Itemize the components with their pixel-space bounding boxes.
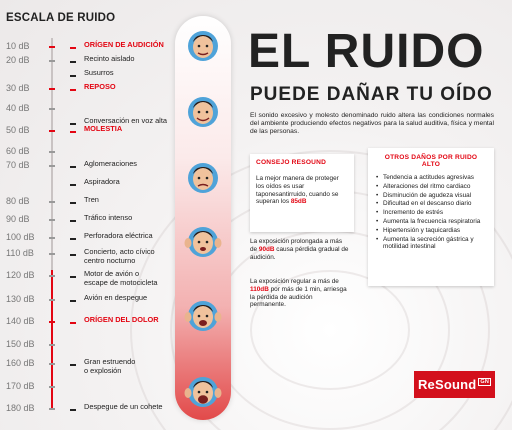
scale-row bbox=[0, 214, 170, 228]
noise-source-label: Avión en despegue bbox=[84, 293, 148, 302]
decibel-value: 50 dB bbox=[6, 125, 30, 135]
exposure2-text-a: La exposición regular a más de bbox=[250, 278, 339, 285]
exposure-paragraph-2 bbox=[250, 278, 350, 309]
label-dash bbox=[70, 61, 76, 63]
damages-card-title: OTROS DAÑOS POR RUIDO ALTO bbox=[384, 154, 478, 168]
advice-text: La mejor manera de proteger los oídos es usar taponesantirruido, cuando se superan los bbox=[256, 175, 339, 206]
scale-row bbox=[0, 294, 170, 308]
label-dash bbox=[70, 202, 76, 204]
noise-source-label: REPOSO bbox=[84, 82, 116, 91]
noise-source-label: Aglomeraciones bbox=[84, 159, 137, 168]
label-dash bbox=[70, 166, 76, 168]
advice-card bbox=[250, 154, 354, 232]
damage-item: • Incremento de estrés bbox=[376, 209, 486, 217]
intro-text: El sonido excesivo y molesto denominado ruido altera las condiciones normales del ambiente produciendo efectos negativos para la salud auditiva, física y mental de las personas. bbox=[250, 112, 494, 136]
scale-title: ESCALA DE RUIDO bbox=[6, 12, 116, 24]
decibel-value: 160 dB bbox=[6, 358, 35, 368]
noise-source-label: Recinto aislado bbox=[84, 54, 135, 63]
label-dash bbox=[70, 89, 76, 91]
damage-item: • Aumenta la frecuencia respiratoria bbox=[376, 218, 486, 226]
damage-item: • Disminución de agudeza visual bbox=[376, 192, 486, 200]
scale-row bbox=[0, 316, 170, 330]
decibel-value: 60 dB bbox=[6, 146, 30, 156]
scale-tick bbox=[49, 108, 55, 110]
advice-card-text bbox=[256, 175, 348, 206]
decibel-value: 70 dB bbox=[6, 160, 30, 170]
damage-item: • Alteraciones del ritmo cardiaco bbox=[376, 183, 486, 191]
scale-tick bbox=[49, 60, 55, 62]
scale-tick bbox=[49, 253, 55, 255]
decibel-value: 130 dB bbox=[6, 294, 35, 304]
scale-row bbox=[0, 357, 170, 375]
label-dash bbox=[70, 238, 76, 240]
scale-row bbox=[0, 83, 170, 97]
exposure1-highlight: 90dB bbox=[258, 245, 275, 253]
brand-name: ReSound bbox=[417, 377, 477, 392]
advice-card-title: CONSEJO RESOUND bbox=[256, 159, 327, 166]
scale-row bbox=[0, 269, 170, 287]
annoyed-face-icon bbox=[184, 158, 222, 196]
decibel-value: 170 dB bbox=[6, 381, 35, 391]
advice-highlight: 85dB bbox=[290, 198, 307, 206]
scale-row bbox=[0, 55, 170, 69]
label-dash bbox=[70, 254, 76, 256]
noise-source-label: Despegue de un cohete bbox=[84, 402, 163, 411]
decibel-value: 40 dB bbox=[6, 103, 30, 113]
damage-item: • Tendencia a actitudes agresivas bbox=[376, 174, 486, 182]
scale-row bbox=[0, 339, 170, 353]
noise-source-label: ORÍGEN DEL DOLOR bbox=[84, 315, 159, 324]
decibel-value: 10 dB bbox=[6, 41, 30, 51]
decibel-value: 30 dB bbox=[6, 83, 30, 93]
scale-row bbox=[0, 146, 170, 160]
noise-source-label: Tráfico intenso bbox=[84, 213, 133, 222]
calm-face-icon bbox=[184, 26, 222, 64]
pained-face-icon bbox=[184, 296, 222, 334]
brand-logo bbox=[414, 371, 495, 398]
face-column bbox=[175, 16, 231, 420]
scale-tick bbox=[49, 386, 55, 388]
noise-source-label: ORÍGEN DE AUDICIÓN bbox=[84, 40, 164, 49]
damages-card bbox=[368, 148, 494, 286]
scale-tick bbox=[49, 408, 55, 410]
noise-source-label: Gran estruendo o explosión bbox=[84, 357, 136, 375]
exposure2-text-b: por más de 1 min, arriesga la pérdida de audición permanente. bbox=[250, 285, 347, 309]
noise-source-label: Perforadora eléctrica bbox=[84, 231, 153, 240]
decibel-value: 80 dB bbox=[6, 196, 30, 206]
label-dash bbox=[70, 131, 76, 133]
decibel-value: 20 dB bbox=[6, 55, 30, 65]
scale-tick bbox=[49, 321, 55, 323]
damages-list bbox=[376, 174, 486, 251]
label-dash bbox=[70, 47, 76, 49]
exposure2-highlight: 110dB bbox=[250, 285, 269, 293]
label-dash bbox=[70, 75, 76, 77]
exposure1-text-b: causa pérdida gradual de audición. bbox=[250, 245, 349, 261]
decibel-value: 150 dB bbox=[6, 339, 35, 349]
content-face-icon bbox=[184, 92, 222, 130]
scale-row bbox=[0, 178, 170, 192]
scale-tick bbox=[49, 237, 55, 239]
decibel-value: 140 dB bbox=[6, 316, 35, 326]
label-dash bbox=[70, 409, 76, 411]
scale-tick bbox=[49, 219, 55, 221]
scale-tick bbox=[49, 46, 55, 48]
scale-row bbox=[0, 247, 170, 265]
damage-item: • Aumenta la secreción gástrica y motilidad intestinal bbox=[376, 236, 486, 252]
scale-tick bbox=[49, 130, 55, 132]
scale-tick bbox=[49, 151, 55, 153]
decibel-value: 110 dB bbox=[6, 248, 34, 258]
damage-item: • Hipertensión y taquicardias bbox=[376, 227, 486, 235]
decibel-value: 120 dB bbox=[6, 270, 35, 280]
noise-source-label: Conversación en voz alta bbox=[84, 116, 167, 125]
scale-tick bbox=[49, 165, 55, 167]
scale-row bbox=[0, 41, 170, 55]
exposure1-text-a: La exposición prolongada a más de bbox=[250, 238, 343, 253]
scale-row bbox=[0, 125, 170, 139]
scale-tick bbox=[49, 88, 55, 90]
scale-row bbox=[0, 232, 170, 246]
decibel-value: 180 dB bbox=[6, 403, 35, 413]
scale-tick bbox=[49, 363, 55, 365]
label-dash bbox=[70, 364, 76, 366]
scale-tick bbox=[49, 344, 55, 346]
noise-source-label: Aspiradora bbox=[84, 177, 120, 186]
noise-source-label: Concierto, acto cívico centro nocturno bbox=[84, 247, 155, 265]
label-dash bbox=[70, 300, 76, 302]
brand-suffix: GN bbox=[480, 379, 490, 385]
damage-item: • Dificultad en el descanso diario bbox=[376, 200, 486, 208]
noise-source-label: Susurros bbox=[84, 68, 114, 77]
main-title: EL RUIDO bbox=[248, 25, 485, 78]
scale-tick bbox=[49, 201, 55, 203]
noise-source-label: Motor de avión o escape de motocicleta bbox=[84, 269, 158, 287]
decibel-value: 90 dB bbox=[6, 214, 30, 224]
scale-tick bbox=[49, 299, 55, 301]
label-dash bbox=[70, 276, 76, 278]
noise-source-label: Tren bbox=[84, 195, 99, 204]
screaming-face-icon bbox=[184, 372, 222, 410]
label-dash bbox=[70, 184, 76, 186]
decibel-value: 100 dB bbox=[6, 232, 35, 242]
scale-row bbox=[0, 381, 170, 395]
label-dash bbox=[70, 220, 76, 222]
scale-row bbox=[0, 403, 170, 417]
covering-ears-face-icon bbox=[184, 222, 222, 260]
label-dash bbox=[70, 322, 76, 324]
scale-row bbox=[0, 69, 170, 83]
scale-row bbox=[0, 196, 170, 210]
noise-source-label: MOLESTIA bbox=[84, 124, 123, 133]
subtitle: PUEDE DAÑAR TU OÍDO bbox=[250, 84, 493, 105]
exposure-paragraph-1 bbox=[250, 238, 350, 261]
scale-row bbox=[0, 103, 170, 117]
scale-row bbox=[0, 160, 170, 174]
scale-tick bbox=[49, 275, 55, 277]
